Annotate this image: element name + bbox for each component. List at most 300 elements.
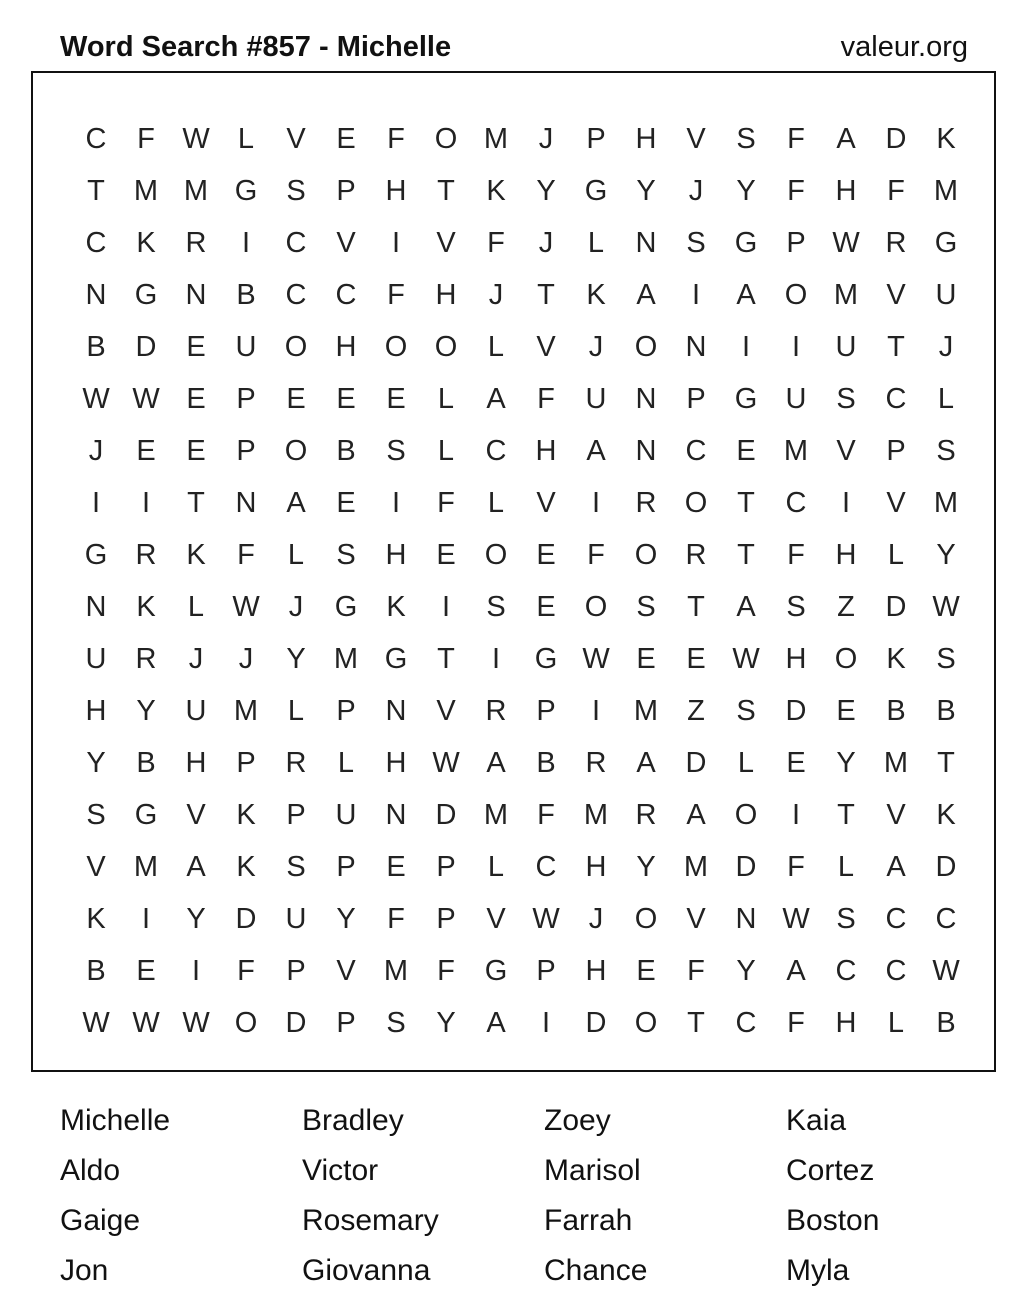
grid-cell[interactable]: W (132, 382, 160, 415)
grid-cell[interactable]: E (536, 590, 556, 623)
grid-cell[interactable]: O (834, 642, 858, 675)
grid-cell[interactable]: U (335, 798, 357, 831)
grid-cell[interactable]: F (387, 122, 405, 155)
grid-cell[interactable]: V (536, 330, 556, 363)
grid-cell[interactable]: W (182, 1006, 210, 1039)
grid-cell[interactable]: V (286, 122, 306, 155)
grid-cell[interactable]: G (584, 174, 608, 207)
grid-cell[interactable]: K (236, 850, 256, 883)
grid-cell[interactable]: Y (736, 954, 756, 987)
grid-cell[interactable]: W (82, 1006, 110, 1039)
grid-cell[interactable]: U (85, 642, 107, 675)
grid-cell[interactable]: F (887, 174, 905, 207)
grid-cell[interactable]: K (236, 798, 256, 831)
grid-cell[interactable]: V (886, 798, 906, 831)
grid-cell[interactable]: I (541, 1006, 551, 1039)
grid-cell[interactable]: I (841, 486, 851, 519)
grid-cell[interactable]: E (136, 434, 156, 467)
grid-cell[interactable]: I (741, 330, 751, 363)
grid-cell[interactable]: L (287, 694, 305, 727)
grid-cell[interactable]: M (933, 174, 959, 207)
grid-cell[interactable]: N (185, 278, 207, 311)
grid-cell[interactable]: L (287, 538, 305, 571)
grid-cell[interactable]: U (785, 382, 807, 415)
grid-cell[interactable]: J (588, 902, 604, 935)
grid-cell[interactable]: N (635, 434, 657, 467)
grid-cell[interactable]: J (488, 278, 504, 311)
grid-cell[interactable]: K (186, 538, 206, 571)
grid-cell[interactable]: E (536, 538, 556, 571)
grid-cell[interactable]: V (486, 902, 506, 935)
grid-cell[interactable]: P (286, 954, 306, 987)
grid-cell[interactable]: Y (536, 174, 556, 207)
grid-cell[interactable]: F (587, 538, 605, 571)
grid-cell[interactable]: E (636, 642, 656, 675)
grid-cell[interactable]: M (583, 798, 609, 831)
grid-cell[interactable]: R (885, 226, 907, 259)
grid-cell[interactable]: F (237, 538, 255, 571)
grid-cell[interactable]: S (736, 694, 756, 727)
grid-cell[interactable]: V (886, 486, 906, 519)
grid-cell[interactable]: O (634, 1006, 658, 1039)
grid-cell[interactable]: K (886, 642, 906, 675)
grid-cell[interactable]: B (936, 1006, 956, 1039)
grid-cell[interactable]: T (737, 538, 755, 571)
grid-cell[interactable]: F (537, 382, 555, 415)
grid-cell[interactable]: V (686, 902, 706, 935)
grid-cell[interactable]: U (585, 382, 607, 415)
grid-cell[interactable]: K (86, 902, 106, 935)
grid-cell[interactable]: H (835, 1006, 857, 1039)
grid-cell[interactable]: H (585, 850, 607, 883)
grid-cell[interactable]: V (436, 226, 456, 259)
grid-cell[interactable]: W (432, 746, 460, 779)
grid-cell[interactable]: Y (336, 902, 356, 935)
grid-cell[interactable]: J (238, 642, 254, 675)
grid-cell[interactable]: S (336, 538, 356, 571)
grid-cell[interactable]: D (885, 122, 907, 155)
grid-cell[interactable]: M (833, 278, 859, 311)
grid-cell[interactable]: K (586, 278, 606, 311)
grid-cell[interactable]: C (85, 226, 107, 259)
grid-cell[interactable]: I (241, 226, 251, 259)
grid-cell[interactable]: J (88, 434, 104, 467)
grid-cell[interactable]: T (537, 278, 555, 311)
grid-cell[interactable]: P (536, 954, 556, 987)
grid-cell[interactable]: S (786, 590, 806, 623)
grid-cell[interactable]: M (133, 174, 159, 207)
grid-cell[interactable]: H (85, 694, 107, 727)
grid-cell[interactable]: Y (286, 642, 306, 675)
grid-cell[interactable]: W (932, 954, 960, 987)
grid-cell[interactable]: F (787, 1006, 805, 1039)
grid-cell[interactable]: T (837, 798, 855, 831)
grid-cell[interactable]: P (236, 746, 256, 779)
grid-cell[interactable]: R (635, 798, 657, 831)
grid-cell[interactable]: D (285, 1006, 307, 1039)
grid-cell[interactable]: B (936, 694, 956, 727)
grid-cell[interactable]: H (385, 746, 407, 779)
grid-cell[interactable]: R (135, 642, 157, 675)
grid-cell[interactable]: P (286, 798, 306, 831)
grid-cell[interactable]: N (635, 226, 657, 259)
grid-cell[interactable]: S (686, 226, 706, 259)
grid-cell[interactable]: R (285, 746, 307, 779)
grid-cell[interactable]: C (285, 278, 307, 311)
grid-cell[interactable]: Z (837, 590, 855, 623)
grid-cell[interactable]: A (486, 1006, 506, 1039)
grid-cell[interactable]: H (535, 434, 557, 467)
grid-cell[interactable]: S (286, 850, 306, 883)
grid-cell[interactable]: V (836, 434, 856, 467)
grid-cell[interactable]: D (885, 590, 907, 623)
grid-cell[interactable]: W (932, 590, 960, 623)
grid-cell[interactable]: G (934, 226, 958, 259)
grid-cell[interactable]: G (234, 174, 258, 207)
grid-cell[interactable]: J (538, 226, 554, 259)
grid-cell[interactable]: S (736, 122, 756, 155)
grid-cell[interactable]: I (91, 486, 101, 519)
grid-cell[interactable]: I (191, 954, 201, 987)
grid-cell[interactable]: G (734, 226, 758, 259)
grid-cell[interactable]: A (636, 746, 656, 779)
grid-cell[interactable]: E (336, 382, 356, 415)
grid-cell[interactable]: C (785, 486, 807, 519)
grid-cell[interactable]: F (537, 798, 555, 831)
grid-cell[interactable]: G (534, 642, 558, 675)
grid-cell[interactable]: K (136, 590, 156, 623)
grid-cell[interactable]: D (685, 746, 707, 779)
grid-cell[interactable]: C (335, 278, 357, 311)
grid-cell[interactable]: R (635, 486, 657, 519)
grid-cell[interactable]: O (434, 122, 458, 155)
grid-cell[interactable]: F (387, 902, 405, 935)
grid-cell[interactable]: Y (836, 746, 856, 779)
grid-cell[interactable]: S (836, 902, 856, 935)
grid-cell[interactable]: S (286, 174, 306, 207)
grid-cell[interactable]: U (285, 902, 307, 935)
grid-cell[interactable]: F (387, 278, 405, 311)
grid-cell[interactable]: F (787, 850, 805, 883)
grid-cell[interactable]: L (887, 1006, 905, 1039)
grid-cell[interactable]: H (835, 174, 857, 207)
grid-cell[interactable]: L (437, 434, 455, 467)
grid-cell[interactable]: D (585, 1006, 607, 1039)
grid-cell[interactable]: T (887, 330, 905, 363)
grid-cell[interactable]: V (336, 954, 356, 987)
grid-cell[interactable]: J (288, 590, 304, 623)
grid-cell[interactable]: J (188, 642, 204, 675)
grid-cell[interactable]: N (685, 330, 707, 363)
grid-cell[interactable]: M (683, 850, 709, 883)
grid-cell[interactable]: H (835, 538, 857, 571)
grid-cell[interactable]: E (336, 486, 356, 519)
grid-cell[interactable]: P (786, 226, 806, 259)
grid-cell[interactable]: O (434, 330, 458, 363)
grid-cell[interactable]: C (935, 902, 957, 935)
grid-cell[interactable]: L (737, 746, 755, 779)
grid-cell[interactable]: L (437, 382, 455, 415)
grid-cell[interactable]: S (936, 434, 956, 467)
grid-cell[interactable]: L (187, 590, 205, 623)
grid-cell[interactable]: K (136, 226, 156, 259)
grid-cell[interactable]: T (187, 486, 205, 519)
grid-cell[interactable]: A (736, 590, 756, 623)
grid-cell[interactable]: Y (636, 174, 656, 207)
grid-cell[interactable]: L (487, 850, 505, 883)
grid-cell[interactable]: Y (636, 850, 656, 883)
grid-cell[interactable]: I (591, 694, 601, 727)
grid-cell[interactable]: H (435, 278, 457, 311)
grid-cell[interactable]: P (436, 902, 456, 935)
grid-cell[interactable]: M (933, 486, 959, 519)
grid-cell[interactable]: D (435, 798, 457, 831)
grid-cell[interactable]: E (436, 538, 456, 571)
grid-cell[interactable]: W (582, 642, 610, 675)
grid-cell[interactable]: H (385, 174, 407, 207)
grid-cell[interactable]: D (235, 902, 257, 935)
grid-cell[interactable]: W (732, 642, 760, 675)
grid-cell[interactable]: D (785, 694, 807, 727)
grid-cell[interactable]: S (936, 642, 956, 675)
grid-cell[interactable]: O (384, 330, 408, 363)
grid-cell[interactable]: Y (86, 746, 106, 779)
grid-cell[interactable]: H (335, 330, 357, 363)
grid-cell[interactable]: C (485, 434, 507, 467)
grid-cell[interactable]: E (736, 434, 756, 467)
grid-cell[interactable]: B (86, 330, 106, 363)
grid-cell[interactable]: E (836, 694, 856, 727)
grid-cell[interactable]: P (336, 850, 356, 883)
grid-cell[interactable]: M (783, 434, 809, 467)
grid-cell[interactable]: E (186, 382, 206, 415)
grid-cell[interactable]: T (737, 486, 755, 519)
grid-cell[interactable]: J (538, 122, 554, 155)
grid-cell[interactable]: O (284, 330, 308, 363)
grid-cell[interactable]: Z (687, 694, 705, 727)
grid-cell[interactable]: C (885, 902, 907, 935)
grid-cell[interactable]: O (584, 590, 608, 623)
grid-cell[interactable]: B (336, 434, 356, 467)
grid-cell[interactable]: O (234, 1006, 258, 1039)
grid-cell[interactable]: C (885, 954, 907, 987)
grid-cell[interactable]: A (286, 486, 306, 519)
grid-cell[interactable]: R (185, 226, 207, 259)
grid-cell[interactable]: Y (186, 902, 206, 935)
grid-cell[interactable]: S (386, 434, 406, 467)
grid-cell[interactable]: I (391, 226, 401, 259)
grid-cell[interactable]: E (386, 850, 406, 883)
grid-cell[interactable]: W (82, 382, 110, 415)
grid-cell[interactable]: W (232, 590, 260, 623)
grid-cell[interactable]: G (134, 278, 158, 311)
grid-cell[interactable]: P (336, 694, 356, 727)
grid-cell[interactable]: C (685, 434, 707, 467)
grid-cell[interactable]: V (86, 850, 106, 883)
grid-cell[interactable]: A (486, 746, 506, 779)
grid-cell[interactable]: P (236, 434, 256, 467)
grid-cell[interactable]: E (186, 330, 206, 363)
grid-cell[interactable]: F (787, 538, 805, 571)
grid-cell[interactable]: M (233, 694, 259, 727)
grid-cell[interactable]: W (832, 226, 860, 259)
grid-cell[interactable]: O (734, 798, 758, 831)
grid-cell[interactable]: I (691, 278, 701, 311)
grid-cell[interactable]: A (836, 122, 856, 155)
grid-cell[interactable]: P (336, 1006, 356, 1039)
grid-cell[interactable]: G (134, 798, 158, 831)
grid-cell[interactable]: L (937, 382, 955, 415)
grid-cell[interactable]: A (886, 850, 906, 883)
grid-cell[interactable]: B (886, 694, 906, 727)
grid-cell[interactable]: N (635, 382, 657, 415)
grid-cell[interactable]: P (536, 694, 556, 727)
grid-cell[interactable]: F (437, 954, 455, 987)
grid-cell[interactable]: M (483, 122, 509, 155)
grid-cell[interactable]: U (235, 330, 257, 363)
grid-cell[interactable]: G (734, 382, 758, 415)
grid-cell[interactable]: V (186, 798, 206, 831)
grid-cell[interactable]: M (483, 798, 509, 831)
grid-cell[interactable]: N (735, 902, 757, 935)
grid-cell[interactable]: P (436, 850, 456, 883)
grid-cell[interactable]: V (536, 486, 556, 519)
grid-cell[interactable]: T (437, 174, 455, 207)
grid-cell[interactable]: P (236, 382, 256, 415)
grid-cell[interactable]: D (935, 850, 957, 883)
grid-cell[interactable]: H (785, 642, 807, 675)
grid-cell[interactable]: L (337, 746, 355, 779)
grid-cell[interactable]: A (486, 382, 506, 415)
grid-cell[interactable]: M (133, 850, 159, 883)
grid-cell[interactable]: A (736, 278, 756, 311)
grid-cell[interactable]: E (136, 954, 156, 987)
grid-cell[interactable]: E (636, 954, 656, 987)
grid-cell[interactable]: N (385, 798, 407, 831)
grid-cell[interactable]: E (686, 642, 706, 675)
grid-cell[interactable]: R (585, 746, 607, 779)
grid-cell[interactable]: D (735, 850, 757, 883)
grid-cell[interactable]: O (634, 902, 658, 935)
grid-cell[interactable]: V (336, 226, 356, 259)
grid-cell[interactable]: L (487, 330, 505, 363)
grid-cell[interactable]: C (735, 1006, 757, 1039)
grid-cell[interactable]: N (385, 694, 407, 727)
grid-cell[interactable]: B (236, 278, 256, 311)
grid-cell[interactable]: B (136, 746, 156, 779)
grid-cell[interactable]: S (486, 590, 506, 623)
grid-cell[interactable]: M (883, 746, 909, 779)
grid-cell[interactable]: E (336, 122, 356, 155)
grid-cell[interactable]: H (185, 746, 207, 779)
grid-cell[interactable]: F (437, 486, 455, 519)
grid-cell[interactable]: H (635, 122, 657, 155)
grid-cell[interactable]: S (636, 590, 656, 623)
grid-cell[interactable]: F (687, 954, 705, 987)
grid-cell[interactable]: F (787, 122, 805, 155)
grid-cell[interactable]: S (386, 1006, 406, 1039)
grid-cell[interactable]: S (836, 382, 856, 415)
grid-cell[interactable]: M (333, 642, 359, 675)
grid-cell[interactable]: L (487, 486, 505, 519)
grid-cell[interactable]: F (787, 174, 805, 207)
grid-cell[interactable]: I (141, 486, 151, 519)
grid-cell[interactable]: I (791, 798, 801, 831)
grid-cell[interactable]: J (688, 174, 704, 207)
grid-cell[interactable]: D (135, 330, 157, 363)
grid-cell[interactable]: T (937, 746, 955, 779)
grid-cell[interactable]: I (441, 590, 451, 623)
grid-cell[interactable]: U (835, 330, 857, 363)
grid-cell[interactable]: P (686, 382, 706, 415)
grid-cell[interactable]: W (132, 1006, 160, 1039)
grid-cell[interactable]: P (586, 122, 606, 155)
grid-cell[interactable]: K (936, 798, 956, 831)
grid-cell[interactable]: A (686, 798, 706, 831)
grid-cell[interactable]: E (286, 382, 306, 415)
grid-cell[interactable]: M (183, 174, 209, 207)
grid-cell[interactable]: A (186, 850, 206, 883)
grid-cell[interactable]: F (137, 122, 155, 155)
grid-cell[interactable]: I (591, 486, 601, 519)
grid-cell[interactable]: A (786, 954, 806, 987)
grid-cell[interactable]: Y (936, 538, 956, 571)
grid-cell[interactable]: R (685, 538, 707, 571)
grid-cell[interactable]: I (791, 330, 801, 363)
grid-cell[interactable]: N (235, 486, 257, 519)
grid-cell[interactable]: C (85, 122, 107, 155)
grid-cell[interactable]: K (936, 122, 956, 155)
grid-cell[interactable]: E (786, 746, 806, 779)
grid-cell[interactable]: R (135, 538, 157, 571)
grid-cell[interactable]: F (237, 954, 255, 987)
grid-cell[interactable]: V (686, 122, 706, 155)
grid-cell[interactable]: O (634, 330, 658, 363)
grid-cell[interactable]: C (535, 850, 557, 883)
grid-cell[interactable]: F (487, 226, 505, 259)
grid-cell[interactable]: C (285, 226, 307, 259)
grid-cell[interactable]: K (386, 590, 406, 623)
grid-cell[interactable]: T (437, 642, 455, 675)
grid-cell[interactable]: L (237, 122, 255, 155)
grid-cell[interactable]: G (334, 590, 358, 623)
grid-cell[interactable]: H (585, 954, 607, 987)
grid-cell[interactable]: B (536, 746, 556, 779)
grid-cell[interactable]: C (835, 954, 857, 987)
grid-cell[interactable]: Y (736, 174, 756, 207)
grid-cell[interactable]: B (86, 954, 106, 987)
grid-cell[interactable]: T (87, 174, 105, 207)
grid-cell[interactable]: R (485, 694, 507, 727)
grid-cell[interactable]: Y (136, 694, 156, 727)
grid-cell[interactable]: M (383, 954, 409, 987)
grid-cell[interactable]: N (85, 278, 107, 311)
grid-cell[interactable]: E (186, 434, 206, 467)
grid-cell[interactable]: L (837, 850, 855, 883)
grid-cell[interactable]: I (391, 486, 401, 519)
grid-cell[interactable]: J (588, 330, 604, 363)
grid-cell[interactable]: N (85, 590, 107, 623)
grid-cell[interactable]: O (484, 538, 508, 571)
grid-cell[interactable]: L (587, 226, 605, 259)
grid-cell[interactable]: A (586, 434, 606, 467)
grid-cell[interactable]: O (634, 538, 658, 571)
grid-cell[interactable]: E (386, 382, 406, 415)
grid-cell[interactable]: L (887, 538, 905, 571)
grid-cell[interactable]: V (886, 278, 906, 311)
grid-cell[interactable]: T (687, 1006, 705, 1039)
grid-cell[interactable]: G (484, 954, 508, 987)
